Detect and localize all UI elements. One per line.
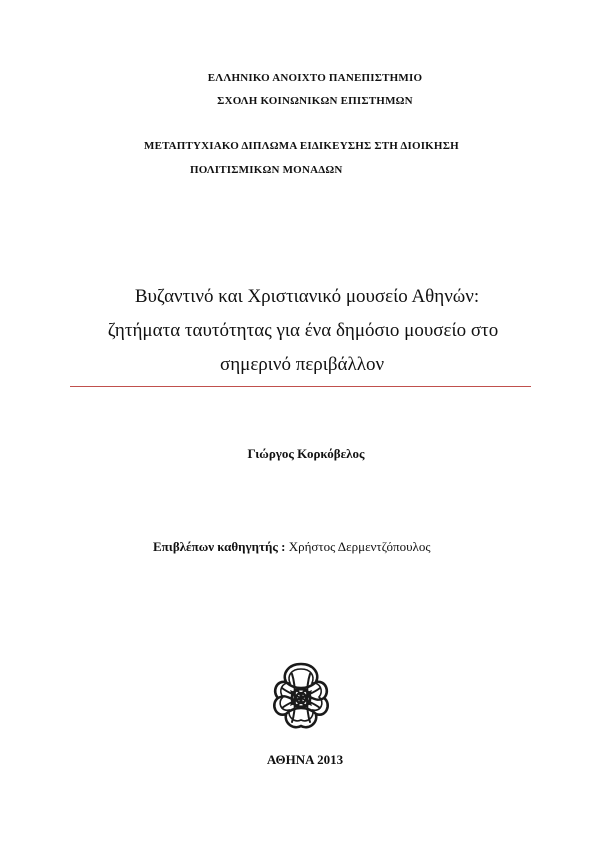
- school-name: ΣΧΟΛΗ ΚΟΙΝΩΝΙΚΩΝ ΕΠΙΣΤΗΜΩΝ: [217, 95, 413, 107]
- program-line-1: ΜΕΤΑΠΤΥΧΙΑΚΟ ΔΙΠΛΩΜΑ ΕΙΔΙΚΕΥΣΗΣ ΣΤΗ ΔΙΟΙΚΗΣΗ: [144, 140, 459, 152]
- place-and-year: ΑΘΗΝΑ 2013: [266, 752, 344, 767]
- supervisor-name: Χρήστος Δερμεντζόπουλος: [288, 539, 431, 554]
- program-line-2: ΠΟΛΙΤΙΣΜΙΚΩΝ ΜΟΝΑΔΩΝ: [190, 164, 343, 176]
- thesis-title-line-3: σημερινό περιβάλλον: [219, 354, 385, 375]
- university-knot-emblem-icon: [270, 660, 332, 732]
- thesis-title-line-2: ζητήματα ταυτότητας για ένα δημόσιο μουσείο στο: [107, 320, 499, 341]
- thesis-title-line-1: Βυζαντινό και Χριστιανικό μουσείο Αθηνών:: [134, 286, 480, 307]
- supervisor-label: Επιβλέπων καθηγητής :: [153, 539, 286, 554]
- title-divider: [70, 386, 531, 387]
- supervisor-line: [153, 539, 431, 555]
- university-name: ΕΛΛΗΝΙΚΟ ΑΝΟΙΧΤΟ ΠΑΝΕΠΙΣΤΗΜΙΟ: [207, 72, 423, 84]
- author-name: Γιώργος Κορκόβελος: [247, 446, 365, 461]
